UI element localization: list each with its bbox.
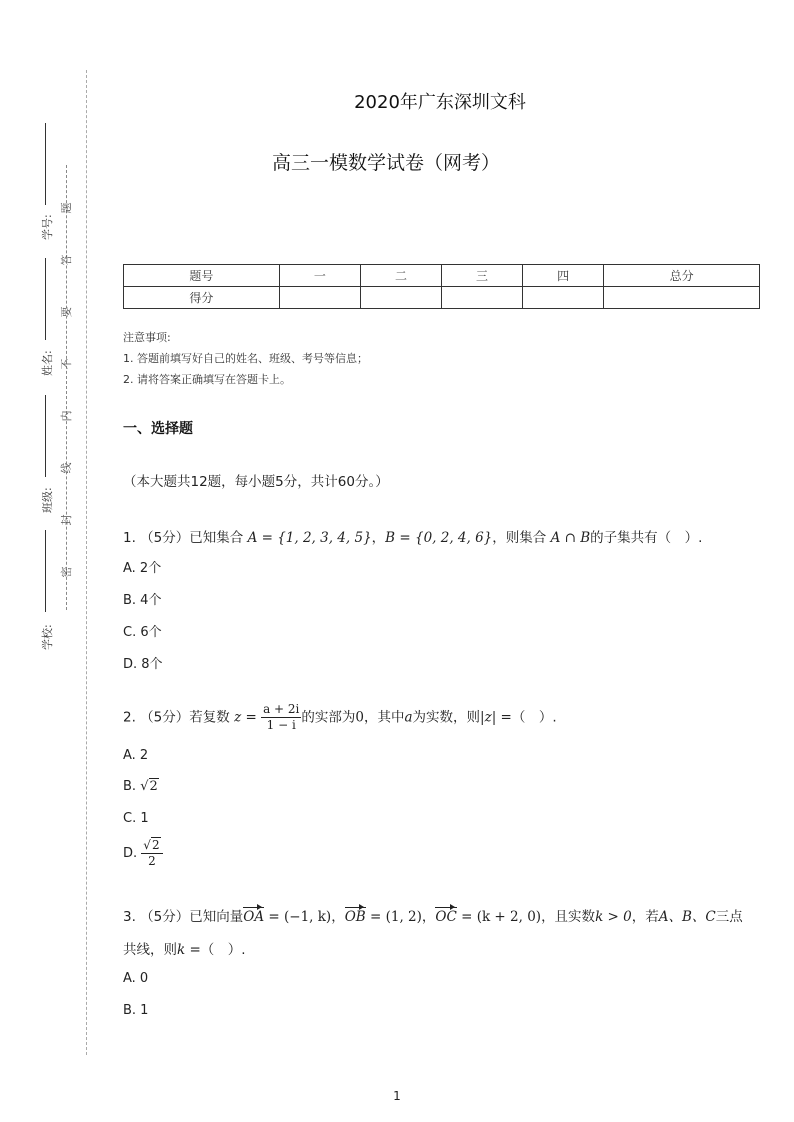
q1-expr: A ∩ B [550, 530, 591, 546]
q3-mid2: ，若 [631, 909, 659, 925]
score-input-cell[interactable] [523, 287, 604, 309]
score-input-cell[interactable] [441, 287, 522, 309]
score-table [123, 264, 760, 309]
class-line [45, 395, 46, 477]
q2-option-d[interactable] [123, 838, 163, 869]
q1-option-b[interactable]: B. 4个 [123, 593, 162, 608]
school-line [45, 530, 46, 612]
score-table-header-row [124, 265, 760, 287]
score-input-cell[interactable] [279, 287, 360, 309]
exam-subtitle: 高三一模数学试卷（网考） [271, 152, 500, 174]
q2-mid1: 的实部为 [301, 709, 356, 726]
page-number: 1 [393, 1089, 401, 1103]
binding-dashed-border [86, 70, 87, 1055]
q2-numerator: a + 2i [263, 702, 300, 716]
q2-denominator: 1 − i [266, 718, 296, 732]
seal-char-6: 线 [60, 462, 73, 474]
q3-oc-value: = (k + 2, 0) [456, 909, 542, 925]
q2-mid2: ，其中 [363, 709, 405, 726]
q1-option-a[interactable]: A. 2个 [123, 561, 162, 576]
q3-option-a[interactable]: A. 0 [123, 971, 149, 986]
q2-option-b-radicand: 2 [149, 779, 158, 794]
q3-line2-expr: k = [177, 942, 201, 958]
q2-prefix: 2. （5分）若复数 [123, 709, 235, 726]
q1-set-b: B = {0, 2, 4, 6} [385, 530, 493, 546]
q3-line2-suffix: （ ）. [200, 942, 246, 958]
q1-suffix: 的子集共有（ ）. [590, 530, 703, 546]
seal-char-7: 封 [60, 514, 73, 526]
q2-option-d-radicand: 2 [151, 838, 160, 852]
q3-cond: k > 0 [595, 909, 632, 925]
notes-item: 2. 请将答案正确填写在答题卡上。 [123, 373, 291, 386]
q1-set-a: A = {1, 2, 3, 4, 5} [247, 530, 372, 546]
section-title: 一、选择题 [123, 421, 193, 437]
q3-vector-oa: OA [243, 909, 265, 925]
sqrt-symbol: √2 [140, 779, 158, 794]
seal-char-1: 题 [60, 202, 73, 214]
sqrt-symbol: √2 [143, 838, 160, 852]
name-line [45, 258, 46, 340]
seal-char-2: 答 [60, 254, 73, 266]
score-table-cell: 三 [441, 265, 522, 287]
q2-suffix: （ ）. [511, 709, 557, 726]
section-note: （本大题共12题，每小题5分，共计60分。） [123, 474, 389, 490]
q2-zero: 0 [355, 709, 364, 726]
q1-prefix: 1. （5分）已知集合 [123, 530, 248, 546]
name-label: 姓名: [41, 350, 54, 376]
q1-sep: ， [371, 530, 386, 546]
score-input-cell[interactable] [360, 287, 441, 309]
q1-mid: ，则集合 [492, 530, 551, 546]
seal-char-5: 内 [60, 410, 73, 422]
question-3: 3. （5分）已知向量OA = (−1, k)，OB = (1, 2)，OC = (k + 2, 0)，且实数k > 0，若A、B、C三点 [123, 909, 743, 925]
q3-vector-ob: OB [344, 909, 366, 925]
q2-fraction [261, 702, 301, 733]
question-3-line2 [123, 938, 246, 958]
score-table-cell: 总分 [604, 265, 760, 287]
q3-line2-prefix: 共线，则 [123, 942, 177, 958]
seal-char-8: 密 [60, 566, 73, 578]
q3-ob-value: = (1, 2) [365, 909, 422, 925]
q3-points: A、B、C [658, 909, 716, 925]
q2-option-b-label: B. [123, 779, 137, 794]
q1-option-c[interactable]: C. 6个 [123, 625, 162, 640]
score-table-cell: 得分 [124, 287, 280, 309]
question-1 [123, 526, 702, 546]
question-2 [123, 702, 557, 733]
exam-title: 2020年广东深圳文科 [354, 92, 526, 113]
q2-option-c[interactable]: C. 1 [123, 811, 149, 826]
q2-option-d-den: 2 [148, 854, 156, 868]
q3-oa-value: = (−1, k) [264, 909, 332, 925]
score-table-score-row [124, 287, 760, 309]
seal-char-3: 要 [60, 306, 73, 318]
q2-absz: |z| = [480, 709, 512, 726]
score-table-cell: 一 [279, 265, 360, 287]
score-table-cell: 二 [360, 265, 441, 287]
seal-dashed-line [66, 165, 67, 610]
score-table-cell: 四 [523, 265, 604, 287]
q2-a: a [404, 709, 413, 726]
score-input-cell[interactable] [604, 287, 760, 309]
student-id-label: 学号: [41, 214, 54, 240]
q2-option-d-fraction [141, 838, 162, 869]
score-table-cell: 题号 [124, 265, 280, 287]
q3-prefix: 3. （5分）已知向量 [123, 909, 244, 925]
q1-option-d[interactable]: D. 8个 [123, 657, 163, 672]
q3-option-b[interactable]: B. 1 [123, 1003, 149, 1018]
q2-z: z = [234, 709, 262, 726]
q2-option-a[interactable]: A. 2 [123, 748, 149, 763]
q2-option-d-label: D. [123, 846, 138, 861]
notes-heading: 注意事项: [123, 331, 171, 344]
q2-mid3: 为实数，则 [412, 709, 481, 726]
q3-mid: ，且实数 [541, 909, 596, 925]
seal-char-4: 不 [60, 358, 73, 370]
q3-vector-oc: OC [435, 909, 457, 925]
q2-option-b[interactable] [123, 779, 159, 794]
school-label: 学校: [41, 624, 54, 650]
notes-item: 1. 答题前填写好自己的姓名、班级、考号等信息； [123, 352, 368, 365]
class-label: 班级: [41, 487, 54, 513]
q3-suffix1: 三点 [715, 909, 743, 925]
notes-block [123, 327, 368, 390]
